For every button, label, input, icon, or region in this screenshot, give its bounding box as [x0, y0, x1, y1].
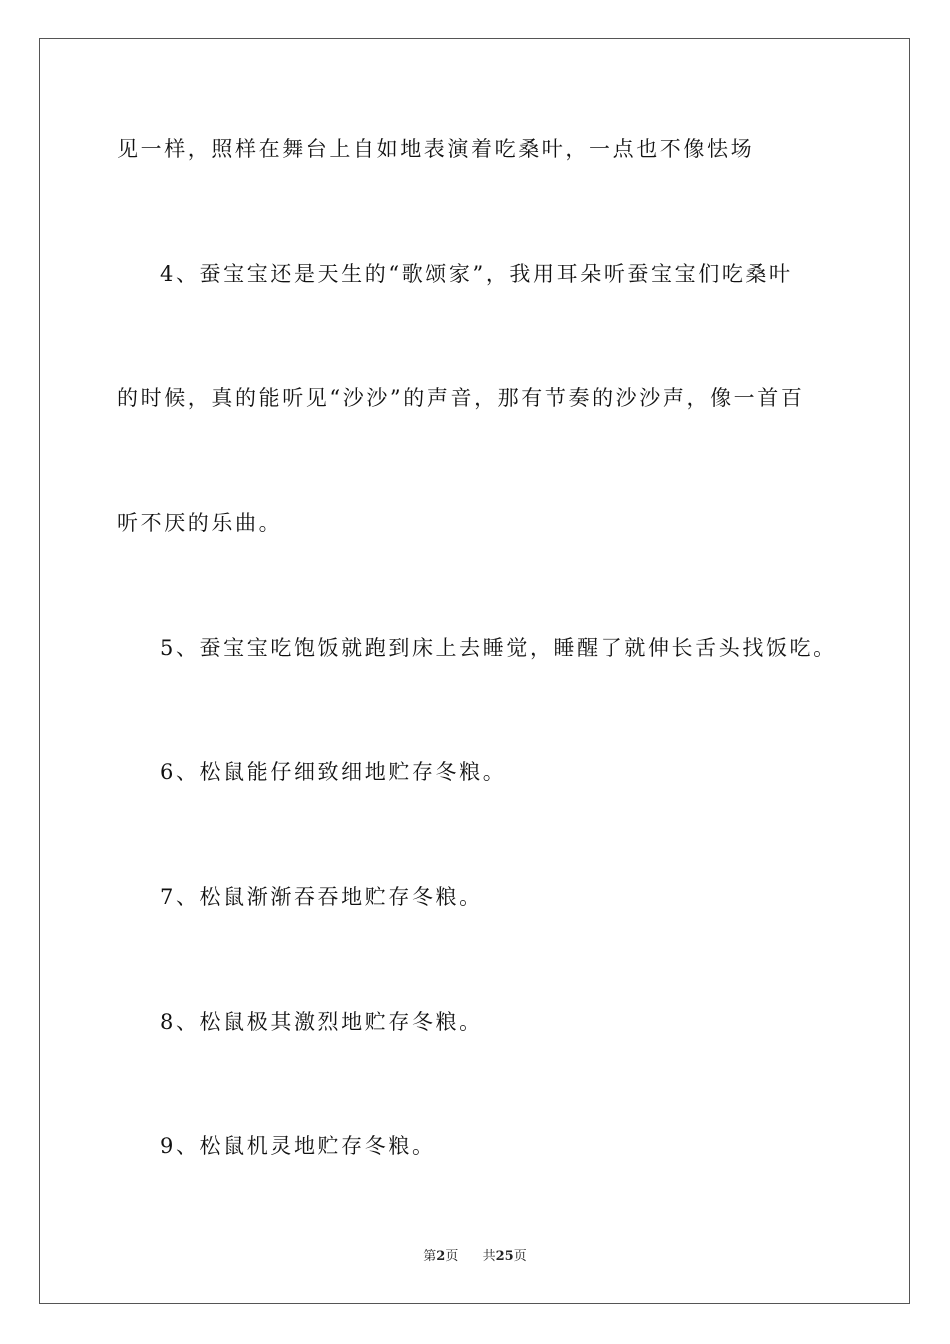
page-number-label — [423, 1248, 458, 1266]
paragraph-line-1: 见一样，照样在舞台上自如地表演着吃桑叶，一点也不像怯场 — [117, 137, 755, 161]
total-pages-label — [483, 1248, 527, 1266]
total-pages: 25 — [495, 1249, 514, 1264]
paragraph-line-4: 听不厌的乐曲。 — [117, 511, 283, 535]
total-prefix: 共 — [482, 1249, 496, 1264]
page-suffix: 页 — [445, 1249, 459, 1264]
page-footer — [0, 1248, 950, 1266]
page-prefix: 第 — [423, 1249, 437, 1264]
paragraph-line-6: 6、松鼠能仔细致细地贮存冬粮。 — [160, 760, 507, 784]
total-suffix: 页 — [513, 1249, 527, 1264]
paragraph-line-3: 的时候，真的能听见“沙沙”的声音，那有节奏的沙沙声，像一首百 — [117, 386, 805, 410]
paragraph-line-2: 4、蚕宝宝还是天生的“歌颂家”，我用耳朵听蚕宝宝们吃桑叶 — [160, 262, 793, 286]
paragraph-line-9: 9、松鼠机灵地贮存冬粮。 — [160, 1134, 436, 1158]
paragraph-line-7: 7、松鼠渐渐吞吞地贮存冬粮。 — [160, 885, 483, 909]
paragraph-line-8: 8、松鼠极其激烈地贮存冬粮。 — [160, 1010, 483, 1034]
page-number: 2 — [436, 1249, 446, 1264]
page-frame — [39, 38, 910, 1304]
paragraph-line-5: 5、蚕宝宝吃饱饭就跑到床上去睡觉，睡醒了就伸长舌头找饭吃。 — [160, 636, 837, 660]
